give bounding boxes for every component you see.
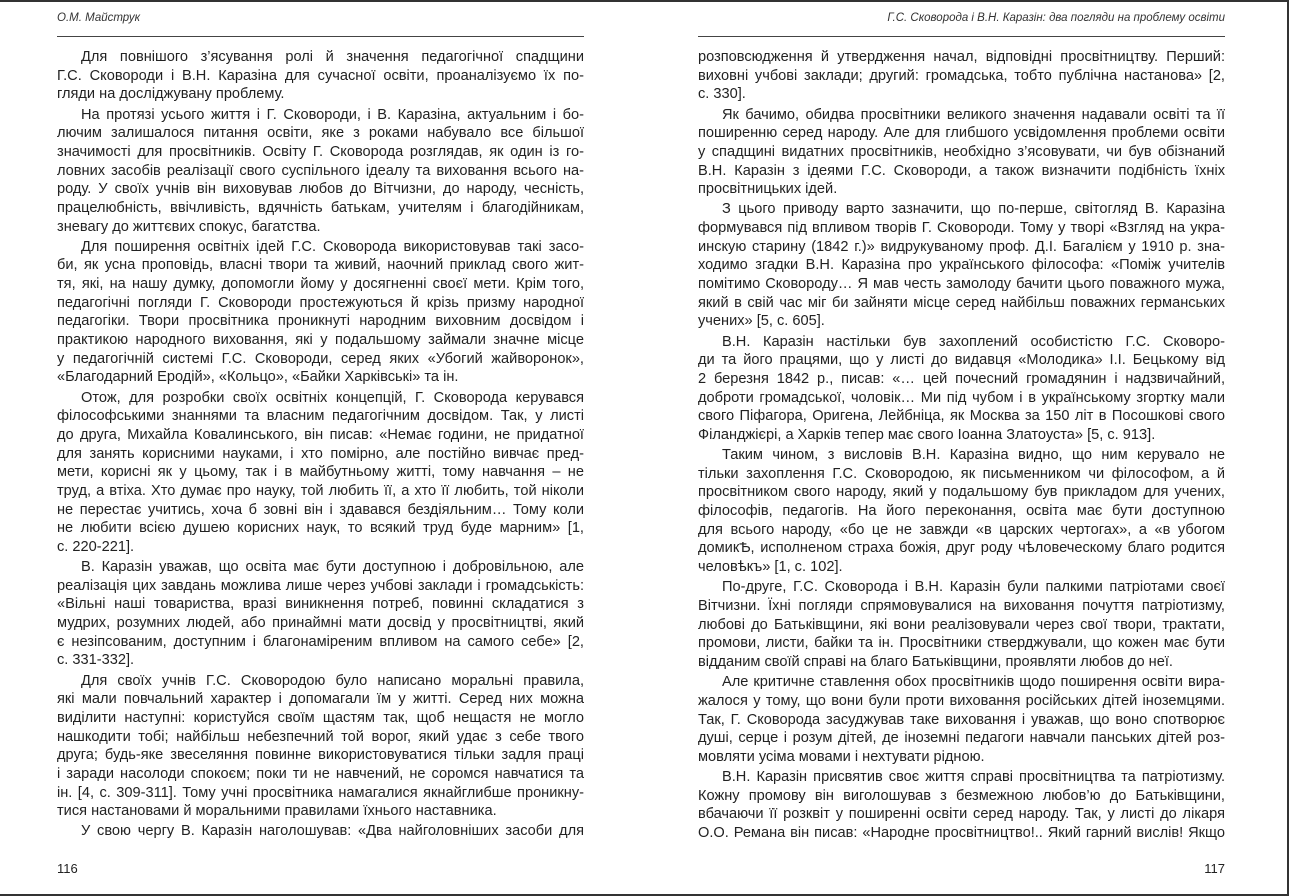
text-line: ловних засобів реалізації свого суспільного ідеалу та виховання всього на- — [57, 162, 584, 179]
text-line: працелюбність, ввічливість, вдячність батькам, учителям і благодійникам, — [57, 199, 584, 216]
text-line: відданим своїй справі на благо Батьківщини, проявляти любов до неї. — [698, 653, 1173, 670]
text-line: Для поширення освітніх ідей Г.С. Сковорода використовував такі засо- — [81, 238, 584, 255]
text-line: любові до Батьківщини, які вони реалізовували через свої твори, трактати, — [698, 616, 1225, 633]
text-line: виховні учбові заклади; другий: громадська, тобто публічна настанова» [2, — [698, 67, 1225, 84]
text-line: роду. У своїх учнів він виховував любов до Вітчизни, до народу, чесність, — [57, 181, 584, 198]
text-line: «Благодарний Еродій», «Кольцо», «Байки Харківські» та ін. — [57, 369, 459, 386]
text-line: нашкодити тобі; найбільш небезпечний той ворог, який удає з себе твого — [57, 728, 584, 745]
text-line: промови, листи, байки та ін. Просвітники стверджували, що кожен має бути — [698, 635, 1225, 652]
running-head-author: О.М. Майструк — [57, 12, 141, 24]
text-line: би, як усна проповідь, власні твори та живий, наочний приклад свого жит- — [57, 257, 584, 274]
paragraph — [698, 673, 1225, 766]
text-line: мети, корисні як у цьому, так і в майбутньому житті, тому навчання – не — [57, 464, 584, 481]
text-line: Як бачимо, обидва просвітники великого значення надавали освіті та її — [722, 106, 1225, 123]
right-page — [698, 0, 1225, 896]
header-rule — [57, 36, 584, 37]
text-line: формувався під впливом творів Г. Сковороди. Тому у творі «Взгляд на укра- — [698, 220, 1225, 237]
text-line: труд, а втіха. Хто думає про науку, той любить її, а хто її любить, той ніколи — [57, 482, 584, 499]
text-line: душі, серце і розум дітей, де іноземні педагоги навчали панських дітей роз- — [698, 730, 1225, 747]
text-line: Філанджієрі, а Харків тепер має свого Іоанна Златоуста» [5, с. 913]. — [698, 426, 1156, 443]
text-line: Але критичне ставлення обох просвітників щодо поширення освіти вира- — [722, 674, 1225, 691]
text-line: просвітницьких ідей. — [698, 181, 838, 198]
text-line: помітимо Сковороду… Я мав честь замолоду бачити цього поважного мужа, — [698, 276, 1225, 293]
paragraph — [698, 106, 1225, 199]
text-line: с. 331-332]. — [57, 652, 135, 669]
text-line: В. Каразін уважав, що освіта має бути доступною і добровільною, але — [81, 559, 584, 576]
text-line: є незіпсованим, доступним і благонаміреним впливом на самого себе» [2, — [57, 633, 584, 650]
text-line: розповсюдження й утвердження начал, відповідні просвітництву. Перший: — [698, 49, 1225, 65]
paragraph — [57, 558, 584, 670]
text-line: друга; будь-яке звеселяння повинне використовуватися тільки задля праці — [57, 747, 584, 764]
page-number: 117 — [1204, 861, 1225, 876]
text-line: до друга, Михайла Ковалинського, він писав: «Немає години, не придатної — [57, 426, 584, 443]
paragraph — [57, 389, 584, 557]
text-line: мудрих, розумних людей, або принаймні мати досвід у просвітництві, який — [57, 615, 584, 632]
text-line: с. 330]. — [698, 86, 746, 103]
text-line: В.Н. Каразін з ідеями Г.С. Сковороди, а також визначити подібність їхніх — [698, 162, 1225, 179]
text-line: По-друге, Г.С. Сковорода і В.Н. Каразін були палкими патріотами своєї — [722, 579, 1225, 596]
text-line: В.Н. Каразін настільки був захоплений особистістю Г.С. Сковоро- — [722, 333, 1225, 350]
text-line: зневагу до життєвих спокус, багатства. — [57, 218, 321, 235]
text-line: человѣкъ» [1, с. 102]. — [698, 559, 843, 576]
text-line: В.Н. Каразін присвятив своє життя справі просвітництва та патріотизму. — [722, 769, 1225, 786]
text-line: У свою чергу В. Каразін наголошував: «Два найголовніших засоби для — [81, 823, 584, 840]
text-line: ін. [4, с. 309-311]. Тому учні просвітника намагалися якнайглибше проникну- — [57, 784, 584, 801]
text-line: педагогіки. Твори просвітника проникнуті народним виховним досвідом і — [57, 313, 584, 330]
text-line: реалізація цих завдань можлива лише через учбові заклади і громадськість: — [57, 577, 584, 594]
left-page-body — [57, 48, 584, 843]
paragraph — [57, 48, 584, 104]
text-line: тільки захоплення Г.С. Сковородою, як письменником чи філософом, а й — [698, 465, 1225, 482]
text-line: і заради насолоди спокоєм; поки ти не навчений, не соромся навчатися та — [57, 765, 584, 782]
paragraph — [57, 106, 584, 237]
text-line: педагогічні погляди Г. Сковороди простежуються й крізь призму народної — [57, 294, 584, 311]
text-line: ди та його працями, що у листі до видавця «Молодика» І.І. Бецькому від — [698, 352, 1225, 369]
text-line: для всього народу, «бо це не завжди «в царских чертогах», а «в убогом — [698, 521, 1225, 538]
text-line: доброти громадської, чоловік… Ми під чубом і в українському згортку мали — [698, 389, 1225, 406]
text-line: філософів, педагогів. На його переконання, освіта має бути доступною — [698, 503, 1225, 520]
paragraph — [698, 578, 1225, 671]
running-head-title: Г.С. Сковорода і В.Н. Каразін: два погляди на проблему освіти — [887, 12, 1225, 24]
text-line: вбачаючи її розквіт у поширенні освіти серед народу. Так, у листі до лікаря — [698, 806, 1225, 823]
text-line: Вітчизни. Їхні погляди спрямовувалися на виховання почуття патріотизму, — [698, 598, 1225, 614]
text-line: поширенню серед народу. Але для глибшого усвідомлення проблеми освіти — [698, 125, 1225, 142]
text-line: домикѢ, исполненом страха божія, друг роду чѣловеческому благо родится — [698, 540, 1225, 557]
text-line: лючим залишалося питання освіти, яке з роками набувало все більшої — [57, 125, 584, 142]
text-line: Кожну промову він виголошував з безмежною любов’ю до Батьківщини, — [698, 787, 1225, 804]
text-line: Так, Г. Сковорода засуджував таке виховання і уважав, що воно спотворює — [698, 711, 1225, 728]
text-line: філософськими знаннями та власним педагогічним досвідом. Так, у листі — [57, 408, 584, 425]
text-line: Отож, для розробки своїх освітніх концепцій, Г. Сковорода керувався — [81, 389, 584, 406]
text-line: мовляти усіма мовами і нехтувати рідною. — [698, 748, 985, 765]
paragraph — [698, 200, 1225, 331]
text-line: 2 березня 1842 р., писав: «… цей почесний громадянин і надзвичайний, — [698, 370, 1225, 387]
left-page — [57, 0, 584, 896]
page-number: 116 — [57, 861, 78, 876]
text-line: ходимо згадки В.Н. Каразіна про українського філософа: «Поміж учителів — [698, 257, 1225, 274]
text-line: у педагогічній системі Г.С. Сковороди, серед яких «Убогий жайворонок», — [57, 350, 584, 367]
text-line: инскую старину (1842 г.)» видрукуваному проф. Д.І. Багалієм у 1910 р. зна- — [698, 238, 1225, 255]
text-line: гляди на досліджувану проблему. — [57, 86, 285, 103]
text-line: свого Піфагора, Оригена, Лейбніца, як Москва за 150 літ в Посошкові свого — [698, 408, 1225, 425]
paragraph — [698, 768, 1225, 843]
text-line: жалося у тому, що вони були проти виховання російських дітей іноземцями. — [698, 692, 1225, 709]
paragraph — [57, 672, 584, 821]
text-line: який в свій час міг би зайняти місце серед найбільш поважних германських — [698, 294, 1225, 311]
text-line: які мали повчальний характер і допомагали їм у житті. Серед них можна — [57, 691, 584, 708]
text-line: виділити наступні: користуйся своїм щастям так, щоб нещастя не могло — [57, 709, 584, 726]
text-line: З цього приводу варто зазначити, що по-перше, світогляд В. Каразіна — [722, 201, 1225, 218]
text-line: «Вільні наші товариства, вразі виникнення потреб, повинні складатися з — [57, 596, 584, 613]
text-line: тя, які, на нашу думку, допомогли йому у досягненні своєї мети. Крім того, — [57, 276, 584, 293]
text-line: О.О. Ремана він писав: «Народне просвітництво!.. Який гарний вислів! Якщо — [698, 825, 1225, 842]
paragraph — [698, 333, 1225, 445]
paragraph — [57, 822, 584, 841]
text-line: значимості для просвітників. Освіту Г. Сковорода розглядав, як один із го- — [57, 143, 584, 160]
text-line: учених» [5, с. 605]. — [698, 313, 825, 330]
text-line: Для повнішого з’ясування ролі й значення педагогічної спадщини — [81, 49, 584, 65]
text-line: у спадщині видатних просвітників, необхідно з’ясовувати, чи був обізнаний — [698, 143, 1225, 160]
text-line: для занять корисними науками, і хто помірно, але постійно вивчає пред- — [57, 445, 584, 462]
text-line: не перестає учитись, хоча б зовні він і здавався бездіяльним… Тому коли — [57, 501, 584, 518]
right-page-body — [698, 48, 1225, 844]
header-rule — [698, 36, 1225, 37]
text-line: тися настановами й моральними правилами їхнього наставника. — [57, 803, 497, 820]
paragraph — [698, 446, 1225, 577]
text-line: просвітником свого народу, який у подальшому був прикладом для учених, — [698, 484, 1225, 501]
paragraph — [57, 238, 584, 387]
text-line: Г.С. Сковороди і В.Н. Каразіна для сучасної освіти, проаналізуємо їх по- — [57, 67, 584, 84]
paragraph — [698, 48, 1225, 104]
text-line: практикою народного виховання, які у подальшому займали значне місце — [57, 332, 584, 349]
text-line: не любити всією душею корисних наук, то всякий труд буде марним» [1, — [57, 520, 584, 537]
text-line: с. 220-221]. — [57, 538, 135, 555]
text-line: Таким чином, з висловів В.Н. Каразіна видно, що ним керувало не — [722, 447, 1225, 464]
text-line: На протязі усього життя і Г. Сковороди, і В. Каразіна, актуальним і бо- — [81, 106, 584, 123]
text-line: Для своїх учнів Г.С. Сковородою було написано моральні правила, — [81, 672, 584, 689]
